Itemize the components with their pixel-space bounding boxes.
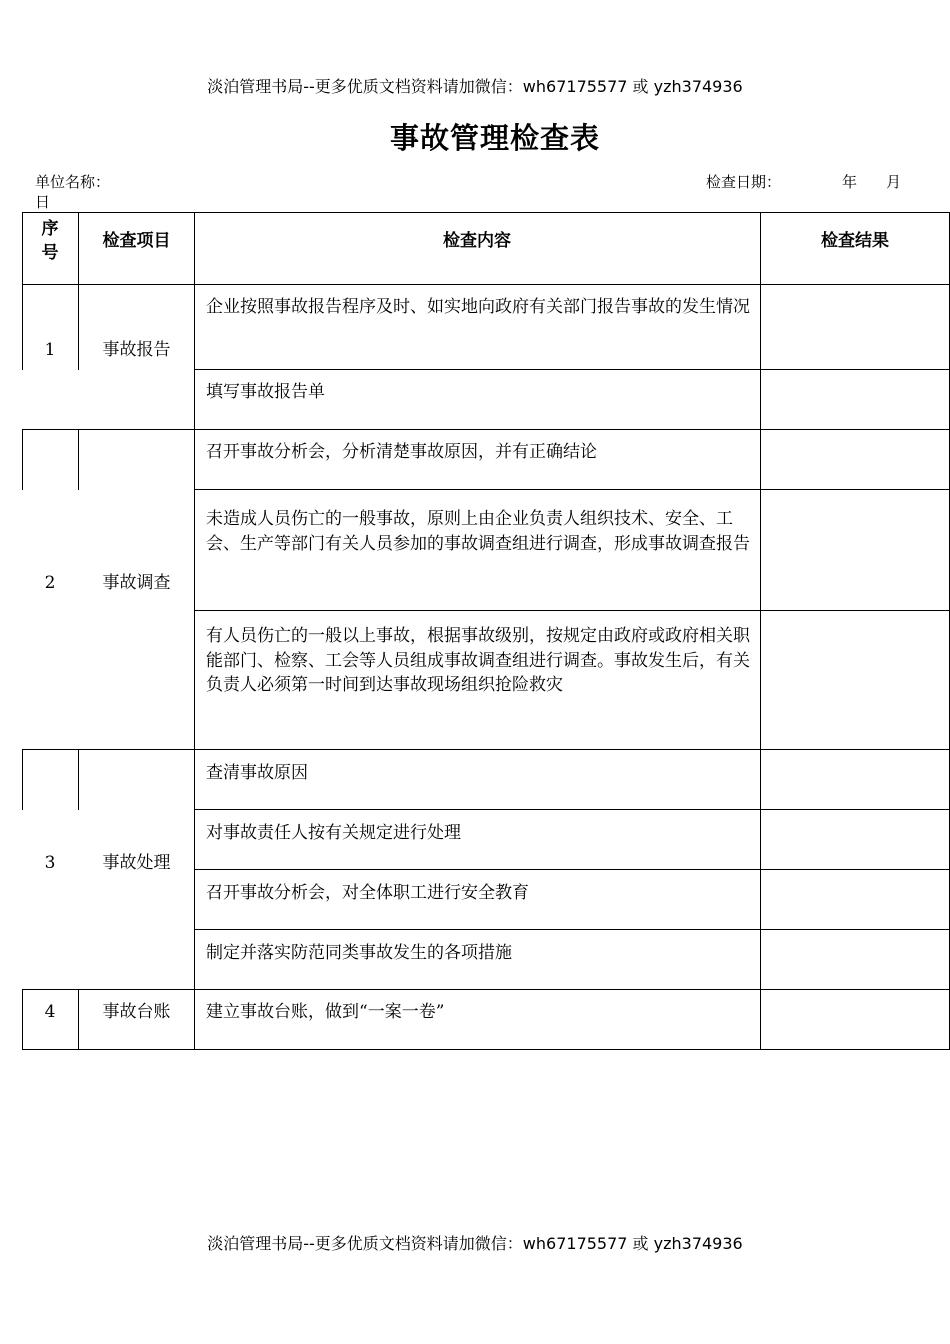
header-no xyxy=(22,217,78,265)
unit-name-label: 单位名称： xyxy=(35,173,111,191)
check-content: 企业按照事故报告程序及时、如实地向政府有关部门报告事故的发生情况 xyxy=(206,297,750,317)
row-no: 4 xyxy=(44,1002,56,1022)
row-no: 3 xyxy=(44,853,56,873)
page-title: 事故管理检查表 xyxy=(389,121,600,155)
check-content: 对事故责任人按有关规定进行处理 xyxy=(206,823,461,843)
check-content: 召开事故分析会，分析清楚事故原因，并有正确结论 xyxy=(206,442,597,462)
day-label: 日 xyxy=(35,193,51,211)
header-result: 检查结果 xyxy=(821,231,889,251)
header-no-line1: 序 xyxy=(41,219,59,239)
check-content: 制定并落实防范同类事故发生的各项措施 xyxy=(206,943,512,963)
check-content: 查清事故原因 xyxy=(206,763,308,783)
footer-note: 淡泊管理书局--更多优质文档资料请加微信：wh67175577 或 yzh374936 xyxy=(207,1234,743,1253)
check-date-label: 检查日期： xyxy=(706,173,782,191)
year-label: 年 xyxy=(842,173,858,191)
check-content: 未造成人员伤亡的一般事故，原则上由企业负责人组织技术、安全、工会、生产等部门有关人员参加的事故调查组进行调查，形成事故调查报告 xyxy=(206,509,750,554)
row-item: 事故台账 xyxy=(102,1002,171,1022)
header-no-line2: 号 xyxy=(41,243,59,263)
row-item: 事故处理 xyxy=(102,853,171,873)
check-content: 建立事故台账，做到“一案一卷” xyxy=(206,1002,445,1022)
check-content: 填写事故报告单 xyxy=(206,382,325,402)
check-content: 召开事故分析会，对全体职工进行安全教育 xyxy=(206,883,529,903)
row-item: 事故调查 xyxy=(102,573,171,593)
header-item: 检查项目 xyxy=(102,231,171,251)
check-content: 有人员伤亡的一般以上事故，根据事故级别，按规定由政府或政府相关职能部门、检察、工会等人员组成事故调查组进行调查。事故发生后，有关负责人必须第一时间到达事故现场组织抢险救灾 xyxy=(206,626,750,695)
month-label: 月 xyxy=(886,173,902,191)
header-content: 检查内容 xyxy=(443,231,511,251)
row-item: 事故报告 xyxy=(102,340,171,360)
header-note: 淡泊管理书局--更多优质文档资料请加微信：wh67175577 或 yzh374936 xyxy=(207,77,743,96)
row-no: 1 xyxy=(44,340,56,360)
row-no: 2 xyxy=(44,573,56,593)
